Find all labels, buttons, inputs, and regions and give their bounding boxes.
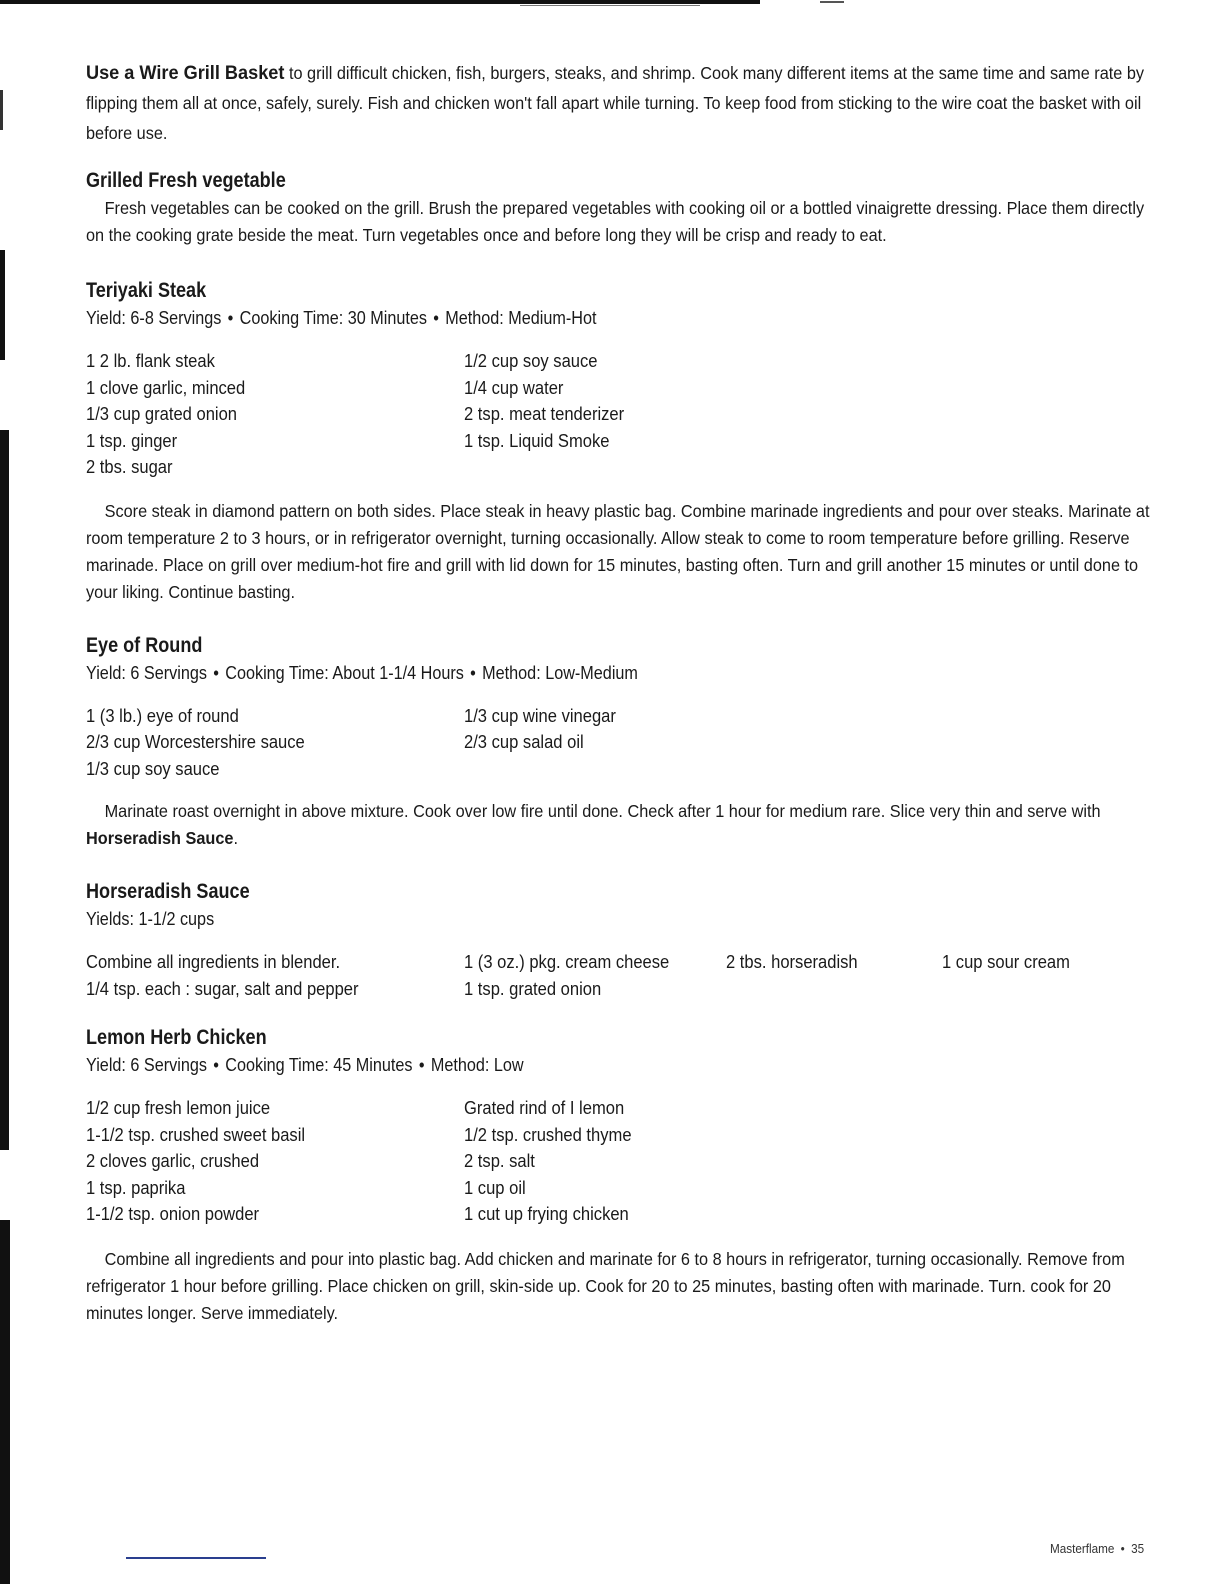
- bullet-separator: •: [213, 662, 219, 683]
- ingredient-column: [942, 949, 1126, 1002]
- recipe-directions: Score steak in diamond pattern on both sides. Place steak in heavy plastic bag. Combine marinade ingredients and pour over steaks. Marinate at room temperature 2 to 3 hours, or in refrigerator overnight, turning occasionally. Allow steak to come to room temperature before grilling. Reserve marinade. Place on grill over medium-hot fire and grill with lid down for 15 minutes, basting often. Turn and grill another 15 minutes or until done to your liking. Continue basting.: [86, 500, 1150, 602]
- top-rule: [0, 0, 760, 4]
- recipe-horseradish-sauce: [86, 878, 1152, 1002]
- ingredient: 1/4 cup water: [464, 377, 564, 398]
- recipe-meta: [86, 305, 1148, 331]
- ingredient-column: [86, 348, 434, 481]
- recipe-meta: [86, 660, 1148, 686]
- scan-edge: [0, 1220, 10, 1584]
- recipe-yield: Yield: 6 Servings: [86, 1055, 207, 1075]
- recipe-yield: Yield: 6-8 Servings: [86, 308, 222, 328]
- top-rule-mark: [820, 1, 844, 3]
- recipe-method: Method: Low-Medium: [482, 662, 638, 683]
- ingredient-list: [86, 348, 1152, 481]
- recipe-title: Eye of Round: [86, 633, 203, 657]
- ingredient: 1 tsp. Liquid Smoke: [464, 430, 610, 451]
- recipe-method: Method: Medium-Hot: [445, 308, 597, 328]
- ingredient: 1 tsp. ginger: [86, 430, 178, 451]
- recipe-yield: Yield: 6 Servings: [86, 662, 207, 683]
- recipe-title: Horseradish Sauce: [86, 880, 250, 903]
- ingredient: 1 tsp. grated onion: [464, 978, 602, 999]
- page-content: [86, 56, 1152, 1327]
- ingredient: 2 cloves garlic, crushed: [86, 1151, 260, 1171]
- ingredient: 1 cup oil: [464, 1177, 526, 1198]
- horseradish-sauce-reference: Horseradish Sauce: [86, 828, 234, 848]
- ingredient-list: [86, 949, 1152, 1002]
- ingredient: 2 tsp. salt: [464, 1151, 535, 1171]
- ingredient: 2 tbs. sugar: [86, 457, 173, 477]
- directions-end: .: [233, 828, 238, 848]
- ingredient-column: [86, 949, 434, 1002]
- wire-basket-paragraph: [86, 58, 1152, 148]
- bullet-separator: •: [213, 1055, 219, 1075]
- ingredient: 2 tbs. horseradish: [726, 952, 858, 972]
- grilled-vegetable-section: [86, 167, 1152, 249]
- footer-brand: Masterflame: [1050, 1541, 1115, 1556]
- ingredient: 1-1/2 tsp. crushed sweet basil: [86, 1124, 306, 1145]
- ingredient: 1/3 cup grated onion: [86, 404, 238, 424]
- recipe-eye-of-round: [86, 632, 1152, 853]
- ingredient: 1/4 tsp. each : sugar, salt and pepper: [86, 978, 359, 999]
- grilled-vegetable-text: Fresh vegetables can be cooked on the grill. Brush the prepared vegetables with cooking oil or a bottled vinaigrette dressing. Place them directly on the cooking grate beside the meat. Turn vegetables once and before long they will be crisp and ready to eat.: [86, 198, 1145, 245]
- ingredient: 1-1/2 tsp. onion powder: [86, 1204, 260, 1224]
- recipe-title: Teriyaki Steak: [86, 279, 207, 302]
- ingredient-column: [464, 1095, 705, 1228]
- ingredient: 1/3 cup wine vinegar: [464, 705, 616, 726]
- recipe-method: Method: Low: [430, 1055, 524, 1075]
- footer-bullet: •: [1120, 1541, 1125, 1556]
- directions-text: Marinate roast overnight in above mixture. Cook over low fire until done. Check after 1 hour for medium rare. Slice very thin and serve with: [104, 801, 1101, 821]
- ingredient-list: [86, 1095, 1152, 1228]
- ingredient: 1 2 lb. flank steak: [86, 351, 215, 371]
- recipe-teriyaki-steak: [86, 277, 1152, 606]
- ingredient: Grated rind of I lemon: [464, 1098, 625, 1118]
- ingredient-column: [464, 949, 705, 1002]
- recipe-yield: Yields: 1-1/2 cups: [86, 909, 215, 929]
- bullet-separator: •: [470, 662, 476, 683]
- ingredient-column: [86, 703, 434, 783]
- recipe-title: Lemon Herb Chicken: [86, 1026, 267, 1049]
- recipe-directions: Combine all ingredients and pour into plastic bag. Add chicken and marinate for 6 to 8 hours in refrigerator, turning occasionally. Remove from refrigerator 1 hour before grilling. Place chicken on grill, skin-side up. Cook for 20 to 25 minutes, basting often with marinade. Turn. cook for 20 minutes longer. Serve immediately.: [86, 1248, 1125, 1323]
- page-footer: [1050, 1541, 1144, 1556]
- recipe-meta: [86, 1052, 1148, 1078]
- ingredient: 1 clove garlic, minced: [86, 377, 246, 398]
- ingredient: 1/2 cup soy sauce: [464, 351, 598, 371]
- ingredient-column: [86, 1095, 434, 1228]
- ingredient: 1 tsp. paprika: [86, 1177, 186, 1198]
- page-number: 35: [1131, 1541, 1145, 1556]
- ingredient-list: [86, 703, 1152, 783]
- ingredient: Combine all ingredients in blender.: [86, 952, 341, 972]
- bullet-separator: •: [418, 1055, 425, 1075]
- ingredient: 1 cup sour cream: [942, 952, 1070, 972]
- ingredient: 2 tsp. meat tenderizer: [464, 404, 625, 424]
- bullet-separator: •: [433, 308, 439, 328]
- top-rule-thin: [520, 5, 700, 6]
- recipe-lemon-herb-chicken: [86, 1024, 1152, 1327]
- ingredient-column: [726, 949, 925, 1002]
- wire-basket-lead: Use a Wire Grill Basket: [86, 62, 285, 84]
- recipe-time: Cooking Time: 45 Minutes: [225, 1055, 413, 1075]
- ingredient: 1 (3 oz.) pkg. cream cheese: [464, 952, 670, 972]
- bottom-rule: [126, 1557, 266, 1559]
- ingredient: 2/3 cup salad oil: [464, 732, 584, 752]
- recipe-time: Cooking Time: About 1-1/4 Hours: [225, 662, 464, 683]
- wire-basket-text: to grill difficult chicken, fish, burgers, steaks, and shrimp. Cook many different items at the same time and same rate by flipping them all at once, safely, surely. Fish and chicken won't fall apart while turning. To keep food from sticking to the wire coat the basket with oil before use.: [86, 63, 1145, 143]
- scan-edge: [0, 90, 3, 130]
- ingredient: 1 (3 lb.) eye of round: [86, 705, 239, 726]
- scan-edge: [0, 250, 5, 360]
- recipe-directions: [86, 798, 1152, 852]
- ingredient: 1/2 cup fresh lemon juice: [86, 1098, 271, 1118]
- ingredient-column: [464, 703, 705, 783]
- scan-edge: [0, 430, 9, 1150]
- ingredient: 1/3 cup soy sauce: [86, 758, 220, 779]
- ingredient: 1/2 tsp. crushed thyme: [464, 1124, 632, 1145]
- ingredient-column: [464, 348, 705, 481]
- ingredient: 2/3 cup Worcestershire sauce: [86, 732, 305, 752]
- ingredient: 1 cut up frying chicken: [464, 1204, 629, 1224]
- grilled-vegetable-title: Grilled Fresh vegetable: [86, 169, 286, 192]
- recipe-time: Cooking Time: 30 Minutes: [239, 308, 427, 328]
- bullet-separator: •: [227, 308, 234, 328]
